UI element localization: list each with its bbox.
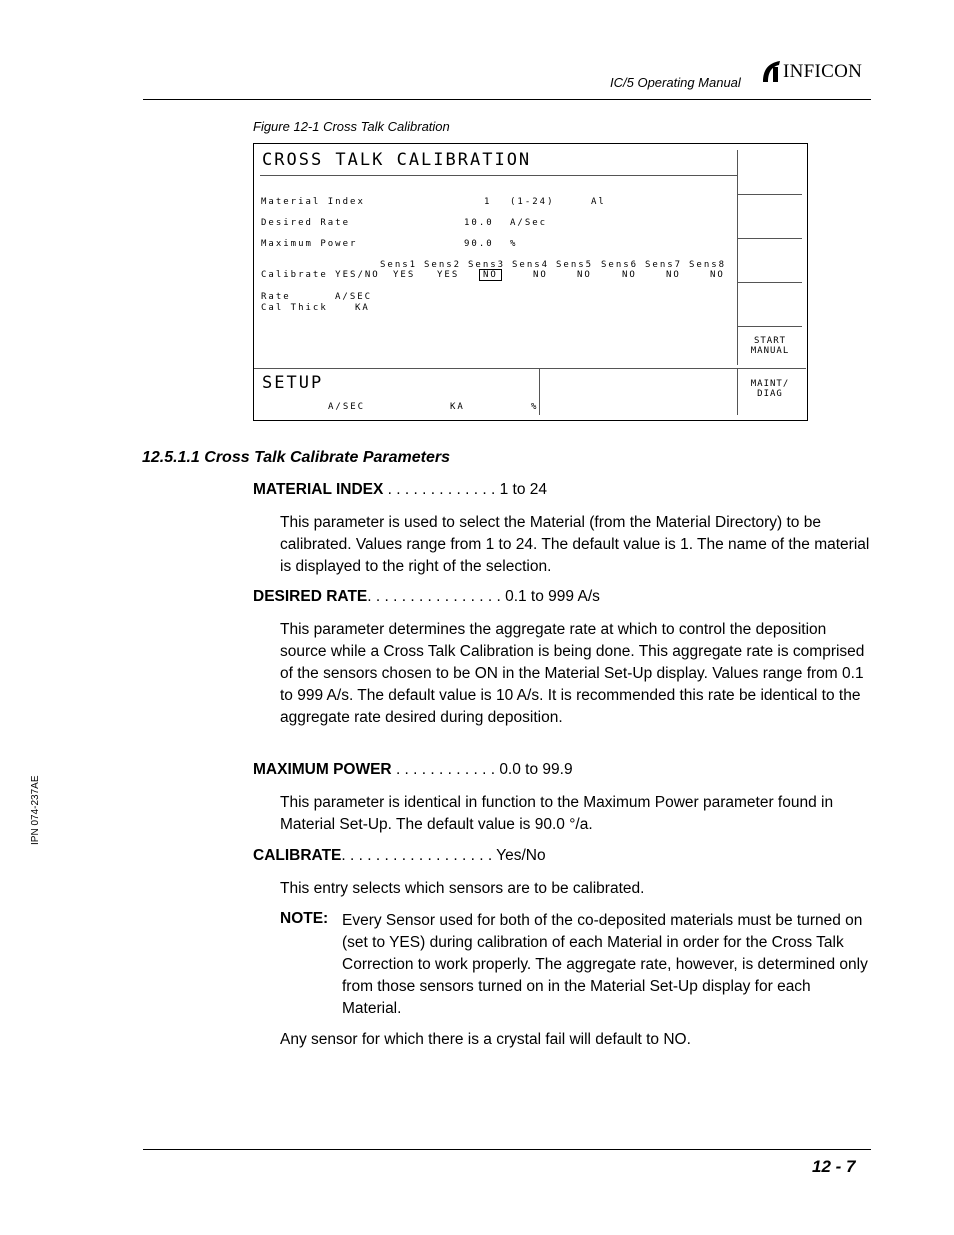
material-index-label: Material Index <box>261 197 365 207</box>
closing-text: Any sensor for which there is a crystal fail will default to NO. <box>280 1031 691 1048</box>
setup-column-divider <box>539 369 540 415</box>
maint-diag-line1: MAINT/ <box>750 379 790 389</box>
calibrate-value-6[interactable]: NO <box>622 270 637 280</box>
param-description: This entry selects which sensors are to be calibrated. <box>280 880 645 897</box>
calibrate-value-3-selected[interactable]: NO <box>479 269 502 281</box>
param-range: 0.0 to 99.9 <box>499 761 573 778</box>
section-heading: 12.5.1.1 Cross Talk Calibrate Parameters <box>142 449 451 466</box>
softkey-divider <box>738 238 802 239</box>
softkey-column-divider <box>737 150 738 365</box>
setup-power-unit: % <box>531 402 539 412</box>
cal-thick-unit: KA <box>355 303 370 313</box>
maximum-power-value[interactable]: 90.0 <box>464 239 494 249</box>
side-ipn-label: IPN 074-237AE <box>30 775 41 845</box>
maximum-power-label: Maximum Power <box>261 239 358 249</box>
calibrate-value-2[interactable]: YES <box>437 270 460 280</box>
setup-thick-unit: KA <box>450 402 465 412</box>
start-manual-line1: START <box>753 336 787 346</box>
param-name: MATERIAL INDEX <box>253 481 384 498</box>
param-name: DESIRED RATE <box>253 588 368 605</box>
calibrate-value-8[interactable]: NO <box>710 270 725 280</box>
maint-diag-line2: DIAG <box>757 389 783 399</box>
sensor-header-2: Sens2 <box>424 260 462 270</box>
maximum-power-unit: % <box>510 239 518 249</box>
softkey-divider <box>738 326 802 327</box>
material-name: Al <box>591 197 606 207</box>
sensor-header-8: Sens8 <box>689 260 727 270</box>
param-dots: . . . . . . . . . . . . . . . . <box>367 588 506 605</box>
title-underline <box>260 175 738 176</box>
start-manual-softkey[interactable] <box>740 336 800 356</box>
param-description: This parameter determines the aggregate rate at which to control the deposition source while a Cross Talk Calibration is being done. This aggregate rate is comprised of the sensors chosen to be ON in the Material Set-Up display. Values range from 0.1 to 999 A/s. The default value is 10 A/s. It is recommended this rate be identical to the aggregate rate desired during deposition. <box>280 621 865 726</box>
setup-softkey-divider <box>737 369 738 415</box>
sensor-header-6: Sens6 <box>601 260 639 270</box>
softkey-divider <box>738 282 802 283</box>
maint-diag-softkey[interactable] <box>740 379 800 399</box>
manual-title: IC/5 Operating Manual <box>610 75 741 90</box>
param-name: CALIBRATE <box>253 847 342 864</box>
desired-rate-unit: A/Sec <box>510 218 548 228</box>
sensor-header-7: Sens7 <box>645 260 683 270</box>
calibrate-value-4[interactable]: NO <box>533 270 548 280</box>
cross-talk-screen <box>253 143 808 421</box>
calibrate-label: Calibrate YES/NO <box>261 270 380 280</box>
header-rule <box>143 99 871 100</box>
softkey-divider <box>738 194 802 195</box>
footer-rule <box>143 1149 871 1150</box>
param-range: 1 to 24 <box>499 481 548 498</box>
logo-text: INFICON <box>783 61 863 82</box>
rate-label: Rate <box>261 292 291 302</box>
param-maximum-power <box>253 761 573 779</box>
param-description: This parameter is identical in function to the Maximum Power parameter found in Material Set-Up. The default value is 90.0 °/a. <box>280 794 834 833</box>
page-number: 12 - 7 <box>812 1157 856 1176</box>
cal-thick-label: Cal Thick <box>261 303 328 313</box>
calibrate-value-1[interactable]: YES <box>393 270 416 280</box>
param-material-index <box>253 481 547 499</box>
param-dots: . . . . . . . . . . . . <box>391 761 500 778</box>
param-description: This parameter is used to select the Material (from the Material Directory) to be calibrated. Values range from 1 to 24. The default value is 1. The name of the material is displayed to the right of the selection. <box>280 514 870 575</box>
param-range: 0.1 to 999 A/s <box>505 588 600 605</box>
sensor-header-5: Sens5 <box>556 260 594 270</box>
sensor-header-4: Sens4 <box>512 260 550 270</box>
start-manual-line2: MANUAL <box>750 346 790 356</box>
sensor-header-3: Sens3 <box>468 260 506 270</box>
calibrate-value-5[interactable]: NO <box>577 270 592 280</box>
param-dots: . . . . . . . . . . . . . . . . . . <box>341 847 497 864</box>
desired-rate-value[interactable]: 10.0 <box>464 218 494 228</box>
setup-divider <box>254 368 806 369</box>
param-calibrate <box>253 847 546 865</box>
desired-rate-label: Desired Rate <box>261 218 351 228</box>
calibrate-value-7[interactable]: NO <box>666 270 681 280</box>
param-desired-rate <box>253 588 600 606</box>
figure-caption: Figure 12-1 Cross Talk Calibration <box>253 119 450 134</box>
rate-unit: A/SEC <box>335 292 373 302</box>
note-label: NOTE: <box>280 910 329 927</box>
material-index-value[interactable]: 1 <box>484 197 492 207</box>
sensor-header-1: Sens1 <box>380 260 418 270</box>
param-dots: . . . . . . . . . . . . . <box>383 481 500 498</box>
screen-title: CROSS TALK CALIBRATION <box>262 150 532 170</box>
setup-title: SETUP <box>262 373 324 393</box>
param-range: Yes/No <box>496 847 546 864</box>
inficon-logo <box>760 58 872 88</box>
param-name: MAXIMUM POWER <box>253 761 392 778</box>
note-text: Every Sensor used for both of the co-deposited materials must be turned on (set to YES) during calibration of each Material in order for the Cross Talk Correction to work properly. The aggregate rate, however, is determined only from those sensors turned on in the Material Set-Up display for each Material. <box>342 912 868 1017</box>
material-index-range: (1-24) <box>510 197 555 207</box>
setup-rate-unit: A/SEC <box>328 402 366 412</box>
inficon-logo-icon <box>760 58 784 86</box>
